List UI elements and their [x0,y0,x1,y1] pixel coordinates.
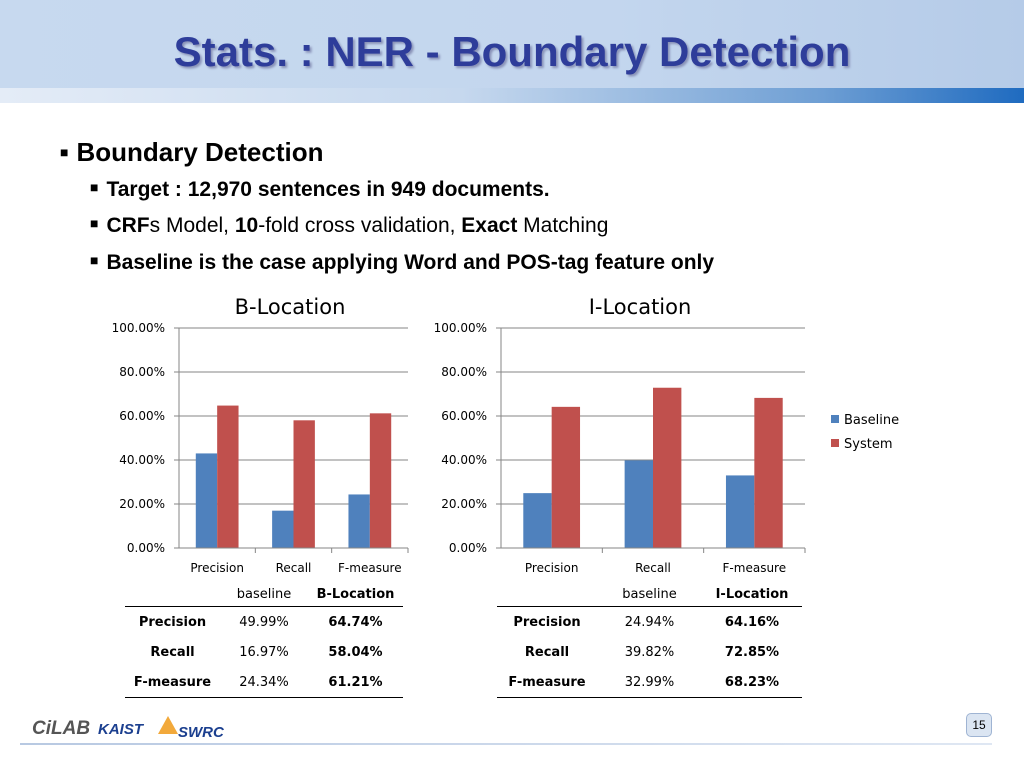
footer-line [20,743,992,745]
table-header-row [497,582,802,607]
table-cell: F-measure [125,667,220,698]
table-header-cell: baseline [597,582,702,607]
legend-swatch [831,415,839,423]
table-header-cell: B-Location [308,582,403,607]
model-folds: 10 [234,214,259,237]
table-header-cell: baseline [220,582,308,607]
table-row [497,607,802,638]
bar-system [754,398,782,548]
table-row [125,637,403,667]
y-tick-label: 0.00% [126,541,165,555]
bar-baseline [625,460,653,548]
square-bullet-icon: ■ [60,144,69,160]
table-cell: 58.04% [328,644,383,660]
table-cell: 61.21% [308,667,403,698]
table-cell: 39.82% [624,644,675,660]
kaist-logo: KAIST [98,721,143,738]
table-header-row [125,582,403,607]
chart-title-b-location: B-Location [234,295,346,319]
bar-system [653,388,681,548]
slide-title: Stats. : NER - Boundary Detection [173,28,851,75]
y-tick-label: 60.00% [119,409,165,423]
y-tick-label: 20.00% [441,497,487,511]
bar-system [294,420,315,548]
y-tick-label: 0.00% [448,541,487,555]
table-row [497,667,802,698]
bar-system [217,406,238,548]
table-header-cell: I-Location [702,582,802,607]
y-tick-label: 40.00% [119,453,165,467]
y-tick-label: 100.00% [111,321,165,335]
bar-system [370,413,391,548]
square-bullet-icon: ■ [90,215,99,231]
table-row [497,637,802,667]
x-tick-label: Recall [635,561,671,575]
table-cell: F-measure [497,667,597,698]
swrc-triangle-icon [158,716,178,734]
table-cell: 16.97% [239,644,289,660]
table-header-cell [497,582,597,607]
table-cell: 24.34% [220,667,308,698]
x-tick-label: F-measure [338,561,402,575]
table-i-location [497,582,802,698]
table-cell: 24.94% [624,614,675,630]
y-tick-label: 60.00% [441,409,487,423]
model-crf: CRF [106,214,150,237]
y-tick-label: 80.00% [119,365,165,379]
bar-baseline [726,475,754,548]
legend-swatch [831,439,839,447]
x-tick-label: Precision [190,561,244,575]
table-header-cell [125,582,220,607]
square-bullet-icon: ■ [90,252,99,268]
bar-system [552,407,580,548]
table-cell: Recall [150,644,195,660]
table-cell: Precision [513,614,581,630]
model-text-2: -fold cross validation, [258,214,462,237]
x-tick-label: Recall [275,561,312,575]
table-cell: 64.16% [724,614,780,630]
bar-baseline [348,494,369,548]
table-cell: 32.99% [597,667,702,698]
bullet-baseline-text: Baseline is the case applying Word and POS-tag feature only [106,251,715,274]
bar-baseline [196,453,217,548]
y-tick-label: 100.00% [433,321,487,335]
legend-label: System [844,437,893,452]
table-cell: 64.74% [328,614,383,630]
bar-baseline [523,493,551,548]
table-cell: Precision [138,614,207,630]
square-bullet-icon: ■ [90,179,99,195]
table-cell: 68.23% [702,667,802,698]
y-tick-label: 20.00% [119,497,165,511]
y-tick-label: 40.00% [441,453,487,467]
x-tick-label: Precision [524,561,579,575]
bullet-target-text: Target : 12,970 sentences in 949 documents. [106,178,550,201]
table-row [125,607,403,638]
bullet-main-text: Boundary Detection [76,137,324,167]
y-tick-label: 80.00% [441,365,487,379]
cilab-logo: CiLAB [32,718,91,739]
table-b-location [125,582,403,698]
bar-baseline [272,511,293,548]
x-tick-label: F-measure [722,561,787,575]
table-cell: 49.99% [239,614,289,630]
table-cell: Recall [524,644,570,660]
page-number: 15 [966,713,992,737]
swrc-logo: SWRC [178,724,224,741]
model-text-1: s Model, [149,214,235,237]
table-row [125,667,403,698]
model-text-3: Matching [517,214,609,237]
legend-label: Baseline [844,413,900,428]
chart-title-i-location: I-Location [588,295,692,319]
table-cell: 72.85% [724,644,780,660]
model-exact: Exact [461,214,518,237]
